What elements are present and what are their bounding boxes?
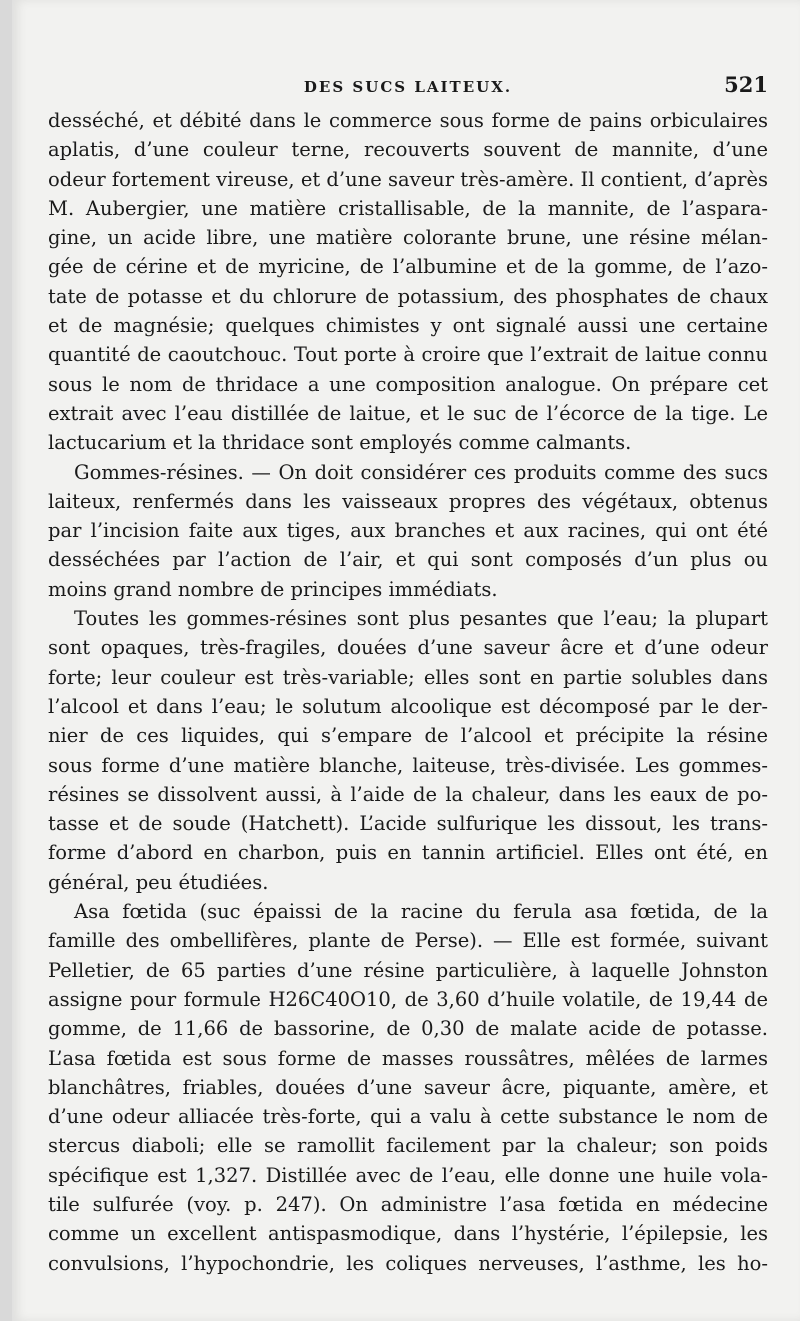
text-line: Toutes les gommes-résines sont plus pesantes que l’eau; la plupart: [74, 607, 768, 631]
text-line: Asa fœtida (suc épaissi de la racine du ferula asa fœtida, de la: [74, 900, 768, 924]
text-line: gine, un acide libre, une matière colorante brune, une résine mélan-: [48, 226, 768, 250]
text-line: l’alcool et dans l’eau; le solutum alcoolique est décomposé par le der-: [48, 694, 768, 718]
text-line: forme d’abord en charbon, puis en tannin artificiel. Elles ont été, en: [48, 841, 768, 865]
text-line: nier de ces liquides, qui s’empare de l’alcool et précipite la résine: [48, 724, 768, 748]
text-line: tate de potasse et du chlorure de potassium, des phosphates de chaux: [48, 284, 768, 308]
text-line: extrait avec l’eau distillée de laitue, et le suc de l’écorce de la tige. Le: [48, 401, 768, 425]
running-title: DES SUCS LAITEUX.: [303, 78, 513, 96]
text-line: et de magnésie; quelques chimistes y ont signalé aussi une certaine: [48, 314, 768, 338]
text-line: général, peu étudiées.: [48, 870, 269, 894]
page-header: [48, 72, 768, 102]
text-line: quantité de caoutchouc. Tout porte à croire que l’extrait de laitue connu: [48, 343, 768, 367]
text-line: convulsions, l’hypochondrie, les coliques nerveuses, l’asthme, les ho-: [48, 1251, 768, 1275]
text-line: d’une odeur alliacée très-forte, qui a valu à cette substance le nom de: [48, 1105, 768, 1129]
text-line: tasse et de soude (Hatchett). L’acide sulfurique les dissout, les trans-: [48, 812, 768, 836]
text-line: famille des ombellifères, plante de Perse). — Elle est formée, suivant: [48, 929, 768, 953]
text-line: résines se dissolvent aussi, à l’aide de la chaleur, dans les eaux de po-: [48, 782, 768, 806]
text-line: sont opaques, très-fragiles, douées d’une saveur âcre et d’une odeur: [48, 636, 768, 660]
text-line: L’asa fœtida est sous forme de masses roussâtres, mêlées de larmes: [48, 1046, 768, 1070]
text-line: aplatis, d’une couleur terne, recouverts souvent de mannite, d’une: [48, 138, 768, 162]
text-line: forte; leur couleur est très-variable; elles sont en partie solubles dans: [48, 665, 768, 689]
text-line: odeur fortement vireuse, et d’une saveur très-amère. Il contient, d’après: [48, 167, 768, 191]
text-line: Pelletier, de 65 parties d’une résine particulière, à laquelle Johnston: [48, 958, 768, 982]
text-line: M. Aubergier, une matière cristallisable, de la mannite, de l’aspara-: [48, 196, 768, 220]
text-line: sous forme d’une matière blanche, laiteuse, très-divisée. Les gommes-: [48, 753, 768, 777]
book-page: [12, 0, 800, 1321]
text-line: tile sulfurée (voy. p. 247). On administre l’asa fœtida en médecine: [48, 1192, 768, 1216]
body-text: [48, 106, 768, 1278]
text-line: laiteux, renfermés dans les vaisseaux propres des végétaux, obtenus: [48, 489, 768, 513]
text-line: spécifique est 1,327. Distillée avec de l’eau, elle donne une huile vola-: [48, 1163, 768, 1187]
text-line: par l’incision faite aux tiges, aux branches et aux racines, qui ont été: [48, 519, 768, 543]
text-line: lactucarium et la thridace sont employés comme calmants.: [48, 431, 632, 455]
text-line: gée de cérine et de myricine, de l’albumine et de la gomme, de l’azo-: [48, 255, 768, 279]
text-line: desséché, et débité dans le commerce sous forme de pains orbiculaires: [48, 109, 768, 132]
text-line: assigne pour formule H26C40O10, de 3,60 d’huile volatile, de 19,44 de: [48, 987, 768, 1011]
text-line: blanchâtres, friables, douées d’une saveur âcre, piquante, amère, et: [48, 1075, 768, 1099]
text-line: moins grand nombre de principes immédiats.: [48, 577, 498, 601]
text-line: comme un excellent antispasmodique, dans l’hystérie, l’épilepsie, les: [48, 1222, 768, 1246]
text-line: desséchées par l’action de l’air, et qui sont composés d’un plus ou: [48, 548, 768, 572]
text-line: stercus diaboli; elle se ramollit facilement par la chaleur; son poids: [48, 1134, 768, 1158]
text-line: gomme, de 11,66 de bassorine, de 0,30 de malate acide de potasse.: [48, 1017, 768, 1041]
page-number: 521: [724, 72, 768, 97]
text-line: Gommes-résines. — On doit considérer ces produits comme des sucs: [74, 460, 768, 484]
text-line: sous le nom de thridace a une composition analogue. On prépare cet: [48, 372, 768, 396]
